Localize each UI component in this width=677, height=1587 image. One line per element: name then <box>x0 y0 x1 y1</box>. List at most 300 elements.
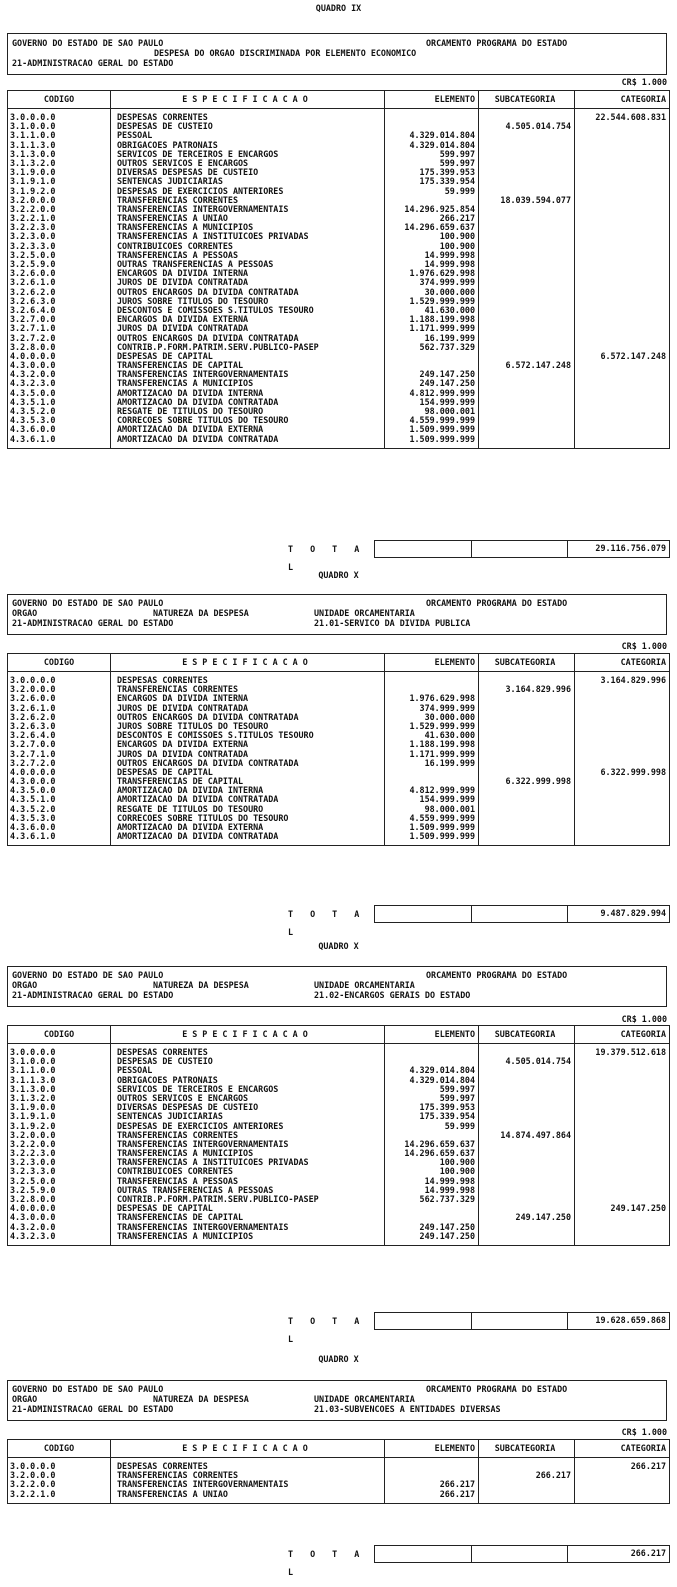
header-line <box>12 1384 662 1394</box>
subcategoria-cell <box>479 786 574 795</box>
header-orgao-label: ORGAO <box>12 980 38 990</box>
elemento-cell: 1.509.999.999 <box>409 425 475 435</box>
especificacao-cell: TRANSFERENCIAS CORRENTES <box>117 685 239 695</box>
especificacao-cell: OBRIGACOES PATRONAIS <box>117 140 218 150</box>
elemento-cell: 1.976.629.998 <box>409 694 475 704</box>
categoria-cell <box>575 1471 669 1480</box>
quadro-title: QUADRO X <box>318 1354 359 1364</box>
categoria-cell <box>575 795 669 804</box>
total-box <box>374 1545 670 1563</box>
column-header-categoria: CATEGORIA <box>620 1443 666 1453</box>
subcategoria-cell <box>479 731 574 740</box>
subcategoria-cell <box>479 113 574 122</box>
subcategoria-cell <box>479 370 574 379</box>
codigo-cell: 4.3.2.0.0 <box>10 1222 56 1232</box>
categoria-cell <box>575 694 669 703</box>
subcategoria-cell <box>479 1094 574 1103</box>
header-orgao: 21-ADMINISTRACAO GERAL DO ESTADO <box>12 618 174 628</box>
subcategoria-cell: 6.572.147.248 <box>505 361 571 371</box>
subcategoria-cell <box>479 722 574 731</box>
quadro-title: QUADRO IX <box>315 3 362 13</box>
column-codigo <box>8 1458 111 1503</box>
categoria-cell <box>575 1131 669 1140</box>
codigo-cell: 3.1.0.0.0 <box>10 1057 56 1067</box>
especificacao-cell: TRANSFERENCIAS DE CAPITAL <box>117 1213 244 1223</box>
especificacao-cell: OUTROS SERVICOS E ENCARGOS <box>117 158 249 168</box>
elemento-cell: 599.997 <box>439 1093 475 1103</box>
header-government: GOVERNO DO ESTADO DE SAO PAULO <box>12 1384 164 1394</box>
header-line <box>12 990 662 1000</box>
total-label: T O T A L <box>288 909 366 937</box>
elemento-cell: 59.999 <box>444 1121 475 1131</box>
subcategoria-cell <box>479 278 574 287</box>
categoria-cell <box>575 416 669 425</box>
table-header <box>8 1440 669 1458</box>
categoria-cell <box>575 315 669 324</box>
categoria-cell <box>575 1177 669 1186</box>
subcategoria-cell <box>479 1186 574 1195</box>
especificacao-cell: TRANSFERENCIAS A UNIAO <box>117 214 228 224</box>
codigo-cell: 3.2.3.3.0 <box>10 1167 56 1177</box>
codigo-cell: 4.3.5.2.0 <box>10 804 56 814</box>
codigo-cell: 3.0.0.0.0 <box>10 1048 56 1057</box>
codigo-cell: 4.3.5.0.0 <box>10 388 56 398</box>
codigo-cell: 3.2.2.3.0 <box>10 1149 56 1159</box>
subcategoria-cell <box>479 704 574 713</box>
especificacao-cell: TRANSFERENCIAS INTERGOVERNAMENTAIS <box>117 1480 289 1490</box>
categoria-cell <box>575 740 669 749</box>
subcategoria-cell <box>479 740 574 749</box>
total-box <box>374 1312 670 1330</box>
header-orgao: 21-ADMINISTRACAO GERAL DO ESTADO <box>12 58 174 68</box>
categoria-cell <box>575 1103 669 1112</box>
especificacao-cell: CONTRIBUICOES CORRENTES <box>117 241 233 251</box>
elemento-cell: 1.976.629.998 <box>409 269 475 279</box>
total-label: T O T A L <box>288 1316 366 1344</box>
especificacao-cell: TRANSFERENCIAS A INSTITUICOES PRIVADAS <box>117 232 309 242</box>
column-elemento <box>385 1458 479 1503</box>
especificacao-cell: TRANSFERENCIAS A MUNICIPIOS <box>117 1231 254 1241</box>
quadro-title: QUADRO X <box>318 570 359 580</box>
subcategoria-cell <box>479 823 574 832</box>
especificacao-cell: DIVERSAS DESPESAS DE CUSTEIO <box>117 1103 259 1113</box>
header-unit-label: UNIDADE ORCAMENTARIA <box>314 608 415 618</box>
elemento-cell: 98.000.001 <box>424 804 475 814</box>
codigo-cell: 3.2.6.4.0 <box>10 731 56 741</box>
categoria-cell <box>575 786 669 795</box>
codigo-cell: 3.1.1.0.0 <box>10 131 56 141</box>
elemento-cell: 16.199.999 <box>424 758 475 768</box>
total-label: T O T A L <box>288 544 366 572</box>
table-header <box>8 654 669 672</box>
especificacao-cell: RESGATE DE TITULOS DO TESOURO <box>117 407 264 416</box>
subcategoria-cell <box>479 232 574 241</box>
especificacao-cell: RESGATE DE TITULOS DO TESOURO <box>117 804 264 814</box>
codigo-cell: 4.3.5.1.0 <box>10 397 56 407</box>
elemento-cell: 100.900 <box>439 1167 475 1177</box>
especificacao-cell: DESPESAS CORRENTES <box>117 1048 208 1057</box>
header-unit: 21.03-SUBVENCOES A ENTIDADES DIVERSAS <box>314 1404 501 1414</box>
especificacao-cell: AMORTIZACAO DA DIVIDA CONTRATADA <box>117 832 279 842</box>
header-line <box>12 598 662 608</box>
elemento-cell: 100.900 <box>439 232 475 242</box>
subcategoria-cell <box>479 168 574 177</box>
elemento-cell: 100.900 <box>439 241 475 251</box>
elemento-cell: 4.329.014.804 <box>409 140 475 150</box>
subcategoria-cell <box>479 1085 574 1094</box>
especificacao-cell: OUTRAS TRANSFERENCIAS A PESSOAS <box>117 260 274 269</box>
column-header-elemento: ELEMENTO <box>385 91 479 108</box>
especificacao-cell: TRANSFERENCIAS A PESSOAS <box>117 250 239 260</box>
codigo-cell: 3.1.0.0.0 <box>10 122 56 132</box>
categoria-cell <box>575 1186 669 1195</box>
categoria-cell <box>575 685 669 694</box>
elemento-cell <box>385 777 478 786</box>
column-codigo <box>8 672 111 845</box>
table-header <box>8 1026 669 1044</box>
codigo-cell: 4.3.2.0.0 <box>10 370 56 380</box>
elemento-cell: 1.509.999.999 <box>409 434 475 444</box>
especificacao-cell: PESSOAL <box>117 131 153 141</box>
elemento-cell: 562.737.329 <box>419 342 475 352</box>
elemento-cell: 4.559.999.999 <box>409 416 475 426</box>
subcategoria-cell <box>479 435 574 444</box>
subcategoria-cell: 249.147.250 <box>515 1213 571 1223</box>
categoria-cell <box>575 1490 669 1499</box>
categoria-cell <box>575 324 669 333</box>
elemento-cell: 14.296.659.637 <box>404 223 475 233</box>
categoria-cell <box>575 159 669 168</box>
especificacao-cell: OBRIGACOES PATRONAIS <box>117 1075 218 1085</box>
subcategoria-cell <box>479 177 574 186</box>
elemento-cell <box>385 1204 478 1213</box>
categoria-cell <box>575 398 669 407</box>
subcategoria-cell <box>479 269 574 278</box>
especificacao-cell: CONTRIB.P.FORM.PATRIM.SERV.PUBLICO-PASEP <box>117 1195 319 1204</box>
categoria-cell <box>575 361 669 370</box>
categoria-cell: 19.379.512.618 <box>595 1048 666 1057</box>
categoria-cell <box>575 251 669 260</box>
especificacao-cell: AMORTIZACAO DA DIVIDA EXTERNA <box>117 823 264 832</box>
column-especificacao <box>111 1044 385 1245</box>
categoria-cell <box>575 731 669 740</box>
especificacao-cell: TRANSFERENCIAS CORRENTES <box>117 195 239 205</box>
subcategoria-cell <box>479 1177 574 1186</box>
header-line <box>12 58 662 68</box>
codigo-cell: 4.3.5.1.0 <box>10 795 56 805</box>
total-subcategoria <box>472 541 568 557</box>
codigo-cell: 4.3.5.3.0 <box>10 813 56 823</box>
column-especificacao <box>111 1458 385 1503</box>
codigo-cell: 3.0.0.0.0 <box>10 113 56 122</box>
categoria-cell <box>575 196 669 205</box>
especificacao-cell: SERVICOS DE TERCEIROS E ENCARGOS <box>117 1084 279 1094</box>
elemento-cell: 599.997 <box>439 158 475 168</box>
table-body <box>8 1044 669 1245</box>
header-line <box>12 980 662 990</box>
subcategoria-cell <box>479 251 574 260</box>
codigo-cell: 4.3.5.3.0 <box>10 416 56 426</box>
header-program: ORCAMENTO PROGRAMA DO ESTADO <box>426 38 568 48</box>
elemento-cell: 1.509.999.999 <box>409 823 475 832</box>
elemento-cell: 30.000.000 <box>424 287 475 297</box>
subcategoria-cell <box>479 242 574 251</box>
column-header-especificacao: ESPECIFICACAO <box>111 91 385 108</box>
elemento-cell <box>385 676 478 685</box>
header-line <box>12 38 662 48</box>
codigo-cell: 3.2.3.0.0 <box>10 1158 56 1168</box>
total-row <box>0 1312 677 1344</box>
codigo-cell: 4.3.6.1.0 <box>10 832 56 842</box>
report-header <box>7 966 667 1007</box>
total-row <box>0 540 677 572</box>
codigo-cell: 4.3.2.3.0 <box>10 379 56 389</box>
total-categoria: 19.628.659.868 <box>595 1315 666 1325</box>
subcategoria-cell <box>479 214 574 223</box>
subcategoria-cell <box>479 1048 574 1057</box>
table-header <box>8 91 669 109</box>
header-program: ORCAMENTO PROGRAMA DO ESTADO <box>426 1384 568 1394</box>
subcategoria-cell <box>479 343 574 352</box>
codigo-cell: 3.1.9.2.0 <box>10 186 56 196</box>
elemento-cell: 1.509.999.999 <box>409 832 475 842</box>
categoria-cell: 266.217 <box>630 1462 666 1471</box>
categoria-cell <box>575 1140 669 1149</box>
especificacao-cell: TRANSFERENCIAS INTERGOVERNAMENTAIS <box>117 1222 289 1232</box>
elemento-cell: 374.999.999 <box>419 703 475 713</box>
header-program: ORCAMENTO PROGRAMA DO ESTADO <box>426 598 568 608</box>
subcategoria-cell <box>479 676 574 685</box>
subcategoria-cell <box>479 379 574 388</box>
report-header <box>7 1380 667 1421</box>
elemento-cell: 249.147.250 <box>419 1222 475 1232</box>
elemento-cell: 374.999.999 <box>419 278 475 288</box>
elemento-cell: 599.997 <box>439 149 475 159</box>
column-subcategoria <box>479 109 575 448</box>
expense-table <box>7 90 670 449</box>
categoria-cell <box>575 832 669 841</box>
elemento-cell <box>385 1213 478 1222</box>
header-unit: 21.02-ENCARGOS GERAIS DO ESTADO <box>314 990 471 1000</box>
column-subcategoria <box>479 1458 575 1503</box>
codigo-cell: 3.2.3.0.0 <box>10 232 56 242</box>
column-header-elemento: ELEMENTO <box>385 654 479 671</box>
codigo-cell: 3.2.7.0.0 <box>10 315 56 325</box>
especificacao-cell: TRANSFERENCIAS A MUNICIPIOS <box>117 379 254 389</box>
header-nature: NATUREZA DA DESPESA <box>153 1394 249 1404</box>
subcategoria-cell <box>479 1103 574 1112</box>
codigo-cell: 3.0.0.0.0 <box>10 676 56 685</box>
elemento-cell: 41.630.000 <box>424 305 475 315</box>
categoria-cell: 6.572.147.248 <box>600 351 666 361</box>
categoria-cell <box>575 205 669 214</box>
subcategoria-cell <box>479 832 574 841</box>
subcategoria-cell <box>479 297 574 306</box>
header-unit: 21.01-SERVICO DA DIVIDA PUBLICA <box>314 618 471 628</box>
categoria-cell <box>575 242 669 251</box>
elemento-cell: 14.999.998 <box>424 250 475 260</box>
elemento-cell: 175.339.954 <box>419 177 475 187</box>
codigo-cell: 3.2.5.9.0 <box>10 260 56 269</box>
categoria-cell <box>575 122 669 131</box>
especificacao-cell: DESPESAS DE CAPITAL <box>117 767 213 777</box>
elemento-cell <box>385 1131 478 1140</box>
especificacao-cell: JUROS SOBRE TITULOS DO TESOURO <box>117 296 269 306</box>
header-line <box>12 970 662 980</box>
especificacao-cell: DIVERSAS DESPESAS DE CUSTEIO <box>117 168 259 178</box>
codigo-cell: 3.1.1.3.0 <box>10 1075 56 1085</box>
codigo-cell: 4.0.0.0.0 <box>10 767 56 777</box>
codigo-cell: 3.2.5.9.0 <box>10 1185 56 1195</box>
especificacao-cell: ENCARGOS DA DIVIDA EXTERNA <box>117 740 249 750</box>
subcategoria-cell <box>479 288 574 297</box>
categoria-cell <box>575 1149 669 1158</box>
header-unit-label: UNIDADE ORCAMENTARIA <box>314 980 415 990</box>
column-header-categoria: CATEGORIA <box>620 1029 666 1039</box>
subcategoria-cell: 14.874.497.864 <box>500 1130 571 1140</box>
especificacao-cell: PESSOAL <box>117 1066 153 1076</box>
header-line <box>12 48 662 58</box>
especificacao-cell: SERVICOS DE TERCEIROS E ENCARGOS <box>117 149 279 159</box>
elemento-cell: 266.217 <box>439 214 475 224</box>
header-nature: NATUREZA DA DESPESA <box>153 608 249 618</box>
elemento-cell <box>385 352 478 361</box>
subcategoria-cell <box>479 1490 574 1499</box>
especificacao-cell: TRANSFERENCIAS A INSTITUICOES PRIVADAS <box>117 1158 309 1168</box>
codigo-cell: 3.2.6.0.0 <box>10 694 56 704</box>
subcategoria-cell <box>479 352 574 361</box>
subcategoria-cell <box>479 795 574 804</box>
categoria-cell <box>575 777 669 786</box>
subcategoria-cell <box>479 131 574 140</box>
elemento-cell: 4.812.999.999 <box>409 786 475 796</box>
expense-table <box>7 1439 670 1504</box>
especificacao-cell: TRANSFERENCIAS A UNIAO <box>117 1489 228 1499</box>
especificacao-cell: JUROS DA DIVIDA CONTRATADA <box>117 749 249 759</box>
codigo-cell: 3.2.0.0.0 <box>10 1471 56 1481</box>
codigo-cell: 4.3.0.0.0 <box>10 1213 56 1223</box>
especificacao-cell: JUROS SOBRE TITULOS DO TESOURO <box>117 721 269 731</box>
header-nature: DESPESA DO ORGAO DISCRIMINADA POR ELEMENTO ECONOMICO <box>154 48 417 58</box>
codigo-cell: 4.3.6.0.0 <box>10 425 56 435</box>
categoria-cell <box>575 1195 669 1204</box>
column-elemento <box>385 109 479 448</box>
header-government: GOVERNO DO ESTADO DE SAO PAULO <box>12 38 164 48</box>
elemento-cell <box>385 1471 478 1480</box>
report-header <box>7 33 667 75</box>
especificacao-cell: TRANSFERENCIAS A MUNICIPIOS <box>117 223 254 233</box>
categoria-cell <box>575 131 669 140</box>
categoria-cell <box>575 1076 669 1085</box>
table-body <box>8 109 669 448</box>
column-elemento <box>385 672 479 845</box>
especificacao-cell: TRANSFERENCIAS A MUNICIPIOS <box>117 1149 254 1159</box>
especificacao-cell: OUTROS ENCARGOS DA DIVIDA CONTRATADA <box>117 333 299 343</box>
codigo-cell: 3.2.7.2.0 <box>10 758 56 768</box>
elemento-cell: 14.296.659.637 <box>404 1149 475 1159</box>
codigo-cell: 3.1.9.1.0 <box>10 177 56 187</box>
elemento-cell: 249.147.250 <box>419 1231 475 1241</box>
especificacao-cell: DESPESAS DE EXERCICIOS ANTERIORES <box>117 1121 284 1131</box>
categoria-cell <box>575 177 669 186</box>
especificacao-cell: DESPESAS CORRENTES <box>117 1462 208 1471</box>
subcategoria-cell <box>479 1167 574 1176</box>
especificacao-cell: OUTROS ENCARGOS DA DIVIDA CONTRATADA <box>117 712 299 722</box>
codigo-cell: 3.2.5.0.0 <box>10 250 56 260</box>
categoria-cell <box>575 823 669 832</box>
subcategoria-cell <box>479 141 574 150</box>
elemento-cell: 14.296.659.637 <box>404 1139 475 1149</box>
especificacao-cell: SENTENCAS JUDICIARIAS <box>117 1112 223 1122</box>
codigo-cell: 3.2.0.0.0 <box>10 685 56 695</box>
categoria-cell <box>575 704 669 713</box>
total-row <box>0 1545 677 1577</box>
categoria-cell <box>575 278 669 287</box>
header-government: GOVERNO DO ESTADO DE SAO PAULO <box>12 598 164 608</box>
subcategoria-cell <box>479 759 574 768</box>
header-orgao: 21-ADMINISTRACAO GERAL DO ESTADO <box>12 1404 174 1414</box>
column-header-codigo: CODIGO <box>8 1440 111 1457</box>
codigo-cell: 3.1.1.3.0 <box>10 140 56 150</box>
elemento-cell: 4.329.014.804 <box>409 1075 475 1085</box>
codigo-cell: 4.3.6.1.0 <box>10 434 56 444</box>
codigo-cell: 3.2.6.1.0 <box>10 703 56 713</box>
categoria-cell <box>575 343 669 352</box>
especificacao-cell: CONTRIB.P.FORM.PATRIM.SERV.PUBLICO-PASEP <box>117 342 319 352</box>
header-line <box>12 608 662 618</box>
categoria-cell <box>575 1112 669 1121</box>
subcategoria-cell <box>479 1158 574 1167</box>
especificacao-cell: ENCARGOS DA DIVIDA INTERNA <box>117 269 249 279</box>
table-body <box>8 672 669 845</box>
elemento-cell: 175.399.953 <box>419 168 475 178</box>
codigo-cell: 3.2.0.0.0 <box>10 1130 56 1140</box>
elemento-cell: 1.188.199.998 <box>409 315 475 325</box>
especificacao-cell: CONTRIBUICOES CORRENTES <box>117 1167 233 1177</box>
elemento-cell: 41.630.000 <box>424 731 475 741</box>
header-line <box>12 1394 662 1404</box>
especificacao-cell: TRANSFERENCIAS INTERGOVERNAMENTAIS <box>117 204 289 214</box>
subcategoria-cell: 4.505.014.754 <box>505 122 571 132</box>
subcategoria-cell <box>479 1122 574 1131</box>
especificacao-cell: OUTROS ENCARGOS DA DIVIDA CONTRATADA <box>117 758 299 768</box>
subcategoria-cell <box>479 260 574 269</box>
header-line <box>12 1404 662 1414</box>
elemento-cell <box>385 196 478 205</box>
especificacao-cell: DESPESAS DE CAPITAL <box>117 351 213 361</box>
elemento-cell: 4.559.999.999 <box>409 813 475 823</box>
currency-unit: CR$ 1.000 <box>621 1427 667 1437</box>
subcategoria-cell: 18.039.594.077 <box>500 195 571 205</box>
expense-table <box>7 653 670 846</box>
elemento-cell: 154.999.999 <box>419 795 475 805</box>
codigo-cell: 3.2.2.1.0 <box>10 1489 56 1499</box>
codigo-cell: 4.3.6.0.0 <box>10 823 56 832</box>
codigo-cell: 3.2.8.0.0 <box>10 342 56 352</box>
especificacao-cell: DESPESAS CORRENTES <box>117 676 208 685</box>
column-subcategoria <box>479 1044 575 1245</box>
column-header-elemento: ELEMENTO <box>385 1026 479 1043</box>
codigo-cell: 3.1.3.0.0 <box>10 149 56 159</box>
subcategoria-cell <box>479 1232 574 1241</box>
especificacao-cell: JUROS DE DIVIDA CONTRATADA <box>117 703 249 713</box>
subcategoria-cell <box>479 814 574 823</box>
especificacao-cell: AMORTIZACAO DA DIVIDA CONTRATADA <box>117 397 279 407</box>
elemento-cell: 30.000.000 <box>424 712 475 722</box>
codigo-cell: 3.1.3.2.0 <box>10 1093 56 1103</box>
total-elemento <box>375 1546 472 1562</box>
elemento-cell: 249.147.250 <box>419 379 475 389</box>
